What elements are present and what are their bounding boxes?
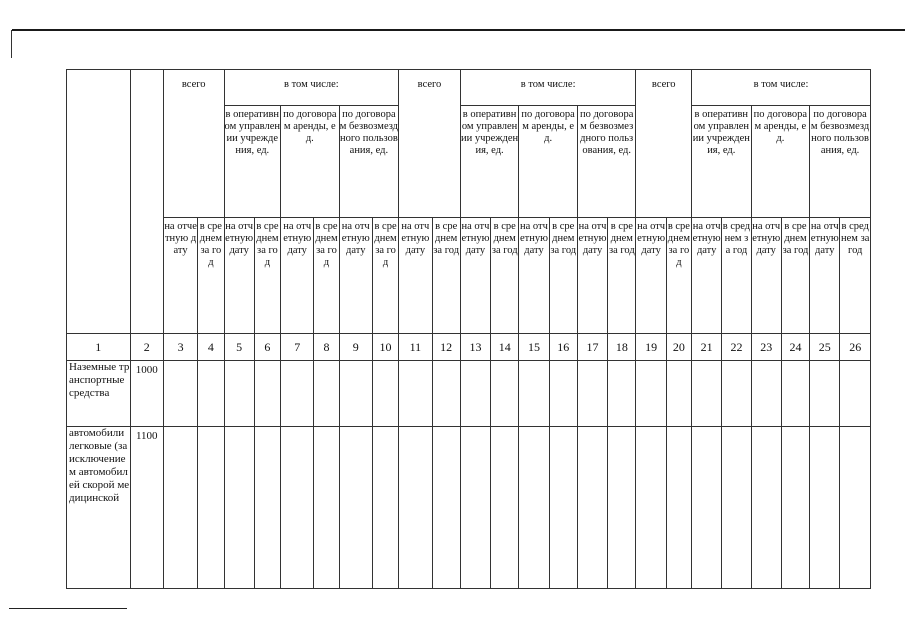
column-number: 6 xyxy=(254,334,280,361)
group3-including-header: в том числе: xyxy=(692,70,871,106)
group2-operational-header: в оперативном управлении учреждения, ед. xyxy=(460,106,519,218)
group1-operational-header: в оперативном управлении учреждения, ед. xyxy=(224,106,281,218)
data-cell[interactable] xyxy=(692,427,722,589)
group1-including-header: в том числе: xyxy=(224,70,399,106)
column-number: 20 xyxy=(666,334,691,361)
data-cell[interactable] xyxy=(549,361,577,427)
leaf-avg-year-header: в среднем за год xyxy=(549,218,577,334)
data-cell[interactable] xyxy=(577,427,607,589)
leaf-report-date-header: на отчетную дату xyxy=(339,218,372,334)
data-cell[interactable] xyxy=(549,427,577,589)
vehicle-report-table xyxy=(66,69,871,589)
data-cell[interactable] xyxy=(281,361,314,427)
column-number: 10 xyxy=(372,334,398,361)
group1-lease-header: по договорам аренды, ед. xyxy=(281,106,340,218)
leaf-report-date-header: на отчетную дату xyxy=(577,218,607,334)
row-code: 1000 xyxy=(130,361,163,427)
group2-free-use-header: по договорам безвозмездного пользования, ед. xyxy=(577,106,636,218)
leaf-avg-year-header: в среднем за год xyxy=(491,218,519,334)
column-number: 19 xyxy=(636,334,666,361)
group2-lease-header: по договорам аренды, ед. xyxy=(519,106,578,218)
data-cell[interactable] xyxy=(608,361,636,427)
column-number: 1 xyxy=(67,334,131,361)
column-number: 8 xyxy=(314,334,339,361)
table-row xyxy=(67,361,871,427)
column-number: 14 xyxy=(491,334,519,361)
top-border-line xyxy=(12,29,905,31)
data-cell[interactable] xyxy=(781,427,809,589)
column-number: 18 xyxy=(608,334,636,361)
data-cell[interactable] xyxy=(722,361,751,427)
column-number: 26 xyxy=(840,334,871,361)
leaf-report-date-header: на отчетную дату xyxy=(224,218,254,334)
header-row-groups xyxy=(67,70,871,106)
data-cell[interactable] xyxy=(432,427,460,589)
data-cell[interactable] xyxy=(339,427,372,589)
leaf-report-date-header: на отчетную дату xyxy=(810,218,840,334)
leaf-report-date-header: на отчетную дату xyxy=(751,218,781,334)
data-cell[interactable] xyxy=(460,427,490,589)
data-cell[interactable] xyxy=(314,427,339,589)
data-cell[interactable] xyxy=(636,427,666,589)
column-number: 2 xyxy=(130,334,163,361)
data-cell[interactable] xyxy=(339,361,372,427)
row-label: Наземные транспортные средства xyxy=(67,361,131,427)
data-cell[interactable] xyxy=(254,427,280,589)
group1-free-use-header: по договорам безвозмездного пользования, ед. xyxy=(339,106,399,218)
data-cell[interactable] xyxy=(491,361,519,427)
leaf-avg-year-header: в среднем за год xyxy=(198,218,224,334)
column-number: 22 xyxy=(722,334,751,361)
group1-total-header: всего xyxy=(163,70,224,218)
leaf-report-date-header: на отчетную дату xyxy=(636,218,666,334)
header-code-cell xyxy=(130,70,163,334)
row-label: автомобили легковые (за исключением автомобилей скорой медицинской xyxy=(67,427,131,589)
column-number: 21 xyxy=(692,334,722,361)
leaf-report-date-header: на отчетную дату xyxy=(399,218,432,334)
data-cell[interactable] xyxy=(314,361,339,427)
data-cell[interactable] xyxy=(666,361,691,427)
column-number: 24 xyxy=(781,334,809,361)
data-cell[interactable] xyxy=(163,361,197,427)
leaf-avg-year-header: в среднем за год xyxy=(254,218,280,334)
data-cell[interactable] xyxy=(198,427,224,589)
data-cell[interactable] xyxy=(163,427,197,589)
column-number: 12 xyxy=(432,334,460,361)
column-number: 23 xyxy=(751,334,781,361)
column-number: 4 xyxy=(198,334,224,361)
data-cell[interactable] xyxy=(198,361,224,427)
data-cell[interactable] xyxy=(281,427,314,589)
data-cell[interactable] xyxy=(491,427,519,589)
group2-including-header: в том числе: xyxy=(460,70,636,106)
column-number: 9 xyxy=(339,334,372,361)
leaf-report-date-header: на отчетную дату xyxy=(692,218,722,334)
group3-total-header: всего xyxy=(636,70,692,218)
data-cell[interactable] xyxy=(224,427,254,589)
column-number: 15 xyxy=(519,334,549,361)
data-cell[interactable] xyxy=(254,361,280,427)
leaf-avg-year-header: в среднем за год xyxy=(781,218,809,334)
data-cell[interactable] xyxy=(840,427,871,589)
leaf-avg-year-header: в среднем за год xyxy=(608,218,636,334)
data-cell[interactable] xyxy=(224,361,254,427)
data-cell[interactable] xyxy=(840,361,871,427)
data-cell[interactable] xyxy=(781,361,809,427)
data-cell[interactable] xyxy=(636,361,666,427)
group3-free-use-header: по договорам безвозмездного пользования, ед. xyxy=(810,106,871,218)
column-number: 3 xyxy=(163,334,197,361)
header-row-leaves xyxy=(67,218,871,334)
leaf-avg-year-header: в среднем за год xyxy=(372,218,398,334)
row-code: 1100 xyxy=(130,427,163,589)
data-cell[interactable] xyxy=(666,427,691,589)
data-cell[interactable] xyxy=(432,361,460,427)
leaf-report-date-header: на отчетную дату xyxy=(281,218,314,334)
data-cell[interactable] xyxy=(751,361,781,427)
column-number: 17 xyxy=(577,334,607,361)
data-cell[interactable] xyxy=(608,427,636,589)
data-cell[interactable] xyxy=(372,427,398,589)
left-border-line xyxy=(11,30,12,58)
group2-total-header: всего xyxy=(399,70,461,218)
column-number: 11 xyxy=(399,334,432,361)
data-cell[interactable] xyxy=(460,361,490,427)
data-cell[interactable] xyxy=(519,361,549,427)
column-number: 16 xyxy=(549,334,577,361)
leaf-avg-year-header: в среднем за год xyxy=(314,218,339,334)
header-name-cell xyxy=(67,70,131,334)
data-cell[interactable] xyxy=(372,361,398,427)
leaf-report-date-header: на отчетную дату xyxy=(163,218,197,334)
footnote-separator-line xyxy=(9,608,127,609)
leaf-avg-year-header: в среднем за год xyxy=(840,218,871,334)
group3-operational-header: в оперативном управлении учреждения, ед. xyxy=(692,106,752,218)
data-cell[interactable] xyxy=(810,361,840,427)
data-cell[interactable] xyxy=(810,427,840,589)
data-cell[interactable] xyxy=(519,427,549,589)
data-cell[interactable] xyxy=(399,361,432,427)
leaf-report-date-header: на отчетную дату xyxy=(460,218,490,334)
group3-lease-header: по договорам аренды, ед. xyxy=(751,106,810,218)
leaf-report-date-header: на отчетную дату xyxy=(519,218,549,334)
column-number: 25 xyxy=(810,334,840,361)
table-row xyxy=(67,427,871,589)
data-cell[interactable] xyxy=(577,361,607,427)
leaf-avg-year-header: в среднем за год xyxy=(432,218,460,334)
data-cell[interactable] xyxy=(399,427,432,589)
column-number: 5 xyxy=(224,334,254,361)
leaf-avg-year-header: в среднем за год xyxy=(666,218,691,334)
data-cell[interactable] xyxy=(751,427,781,589)
column-number-row xyxy=(67,334,871,361)
column-number: 13 xyxy=(460,334,490,361)
data-cell[interactable] xyxy=(722,427,751,589)
column-number: 7 xyxy=(281,334,314,361)
leaf-avg-year-header: в среднем за год xyxy=(722,218,751,334)
data-cell[interactable] xyxy=(692,361,722,427)
